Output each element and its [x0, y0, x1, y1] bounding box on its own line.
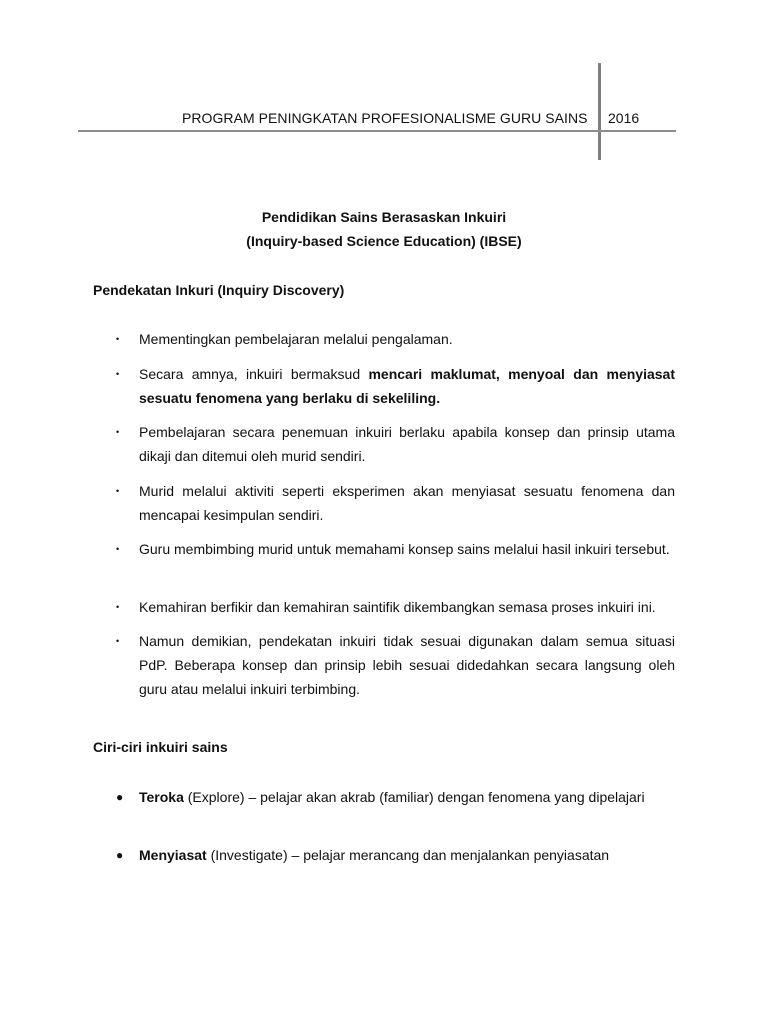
list-item-text: Namun demikian, pendekatan inkuiri tidak sesuai digunakan dalam semua situasi PdP. Beberapa konsep dan prinsip lebih sesuai didedahkan secara langsung oleh guru atau melalui inkuiri terbimbing.	[139, 633, 675, 697]
bullet-icon: •	[116, 486, 120, 496]
bullet-icon: •	[116, 427, 120, 437]
list-item	[112, 537, 675, 561]
list-item-text	[139, 843, 675, 867]
list-item-text	[139, 362, 675, 410]
list-item	[112, 595, 675, 619]
list-item	[112, 420, 675, 468]
list-item-text: Mementingkan pembelajaran melalui pengalaman.	[139, 331, 453, 347]
list-item	[112, 362, 675, 410]
bullet-icon: ●	[116, 848, 124, 862]
bullet-icon: •	[116, 334, 120, 344]
bullet-icon: •	[116, 602, 120, 612]
header-program-title: PROGRAM PENINGKATAN PROFESIONALISME GURU SAINS	[182, 110, 588, 126]
list-item-text	[139, 785, 675, 809]
list-item	[112, 629, 675, 701]
list-item	[112, 785, 675, 809]
section-heading-ciri-ciri: Ciri-ciri inkuiri sains	[93, 739, 228, 755]
list-item-description: (Explore) – pelajar akan akrab (familiar) dengan fenomena yang dipelajari	[183, 789, 645, 805]
document-subtitle: (Inquiry-based Science Education) (IBSE)	[246, 233, 522, 249]
list-item-description: (Investigate) – pelajar merancang dan menjalankan penyiasatan	[206, 847, 610, 863]
list-item-text: Pembelajaran secara penemuan inkuiri berlaku apabila konsep dan prinsip utama dikaji dan ditemui oleh murid sendiri.	[139, 424, 675, 464]
document-title: Pendidikan Sains Berasaskan Inkuiri	[261, 209, 507, 225]
list-item-text-bold: mencari maklumat, menyoal dan menyiasat sesuatu fenomena yang berlaku di sekeliling.	[139, 366, 675, 406]
header-year: 2016	[608, 110, 640, 126]
list-item-text: Murid melalui aktiviti seperti eksperimen akan menyiasat sesuatu fenomena dan mencapai kesimpulan sendiri.	[139, 483, 675, 523]
list-item	[112, 843, 675, 867]
list-item-text: Kemahiran berfikir dan kemahiran saintifik dikembangkan semasa proses inkuiri ini.	[139, 599, 656, 615]
list-item-term: Menyiasat	[139, 847, 207, 863]
bullet-icon: •	[116, 544, 120, 554]
header-vertical-rule	[598, 63, 601, 160]
list-item	[112, 479, 675, 527]
bullet-icon: •	[116, 369, 120, 379]
list-item	[112, 327, 675, 351]
list-item-text-plain: Secara amnya, inkuiri bermaksud	[139, 366, 369, 382]
list-item-text: Guru membimbing murid untuk memahami konsep sains melalui hasil inkuiri tersebut.	[139, 541, 670, 557]
bullet-icon: ●	[116, 790, 124, 804]
section-heading-pendekatan: Pendekatan Inkuri (Inquiry Discovery)	[93, 282, 345, 298]
header-horizontal-rule	[78, 130, 676, 132]
bullet-icon: •	[116, 636, 120, 646]
list-item-term: Teroka	[139, 789, 184, 805]
